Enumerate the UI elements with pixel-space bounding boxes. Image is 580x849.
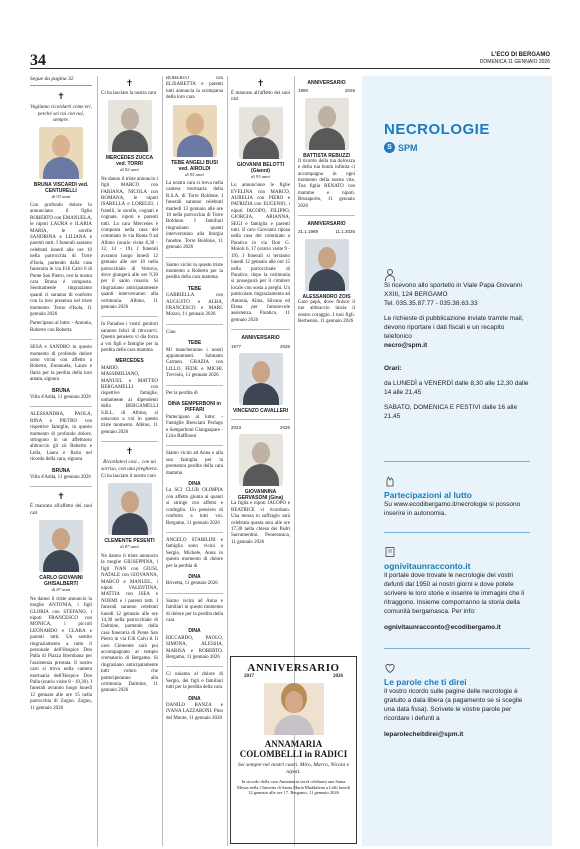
- obituary-text: Il ricordo della tua dolcezza e della tua bontà infinita ci accompagna in ogni momento della nostra vita. Tua figlia RENATO con mamme e nipoti. Brusaporto, 11 gennaio 2026: [298, 158, 355, 209]
- divider: [166, 385, 223, 386]
- condolence-text: Ci uniamo al dolore di Sergio, dei figli e familiari tutti per la perdita della cara: [166, 672, 223, 691]
- deceased-age: di 93 anni: [251, 173, 270, 179]
- condolence-text: Per la perdita di: [166, 390, 198, 396]
- deceased-name: MERCEDES ZUCCA ved. TORRI: [105, 155, 154, 168]
- obituary-intro: Ci ha lasciato il nostro caro: [101, 474, 156, 480]
- portrait-photo: [305, 239, 349, 291]
- hours-weekend: SABATO, DOMENICA E FESTIVI dalle 16 alle 21,45: [384, 404, 518, 420]
- condolence-text: ALESSANDRA, PAOLA, RINA e PIETRO con rispettive famiglie, in questo momento di profondo dolore, stringono in un affettuoso abbraccio gli zii Roberto e Lella, Laura e Ilaria nel ricordo della cara, signora: [30, 412, 92, 463]
- divider: [384, 461, 530, 462]
- page-header: [0, 0, 580, 72]
- divider: [30, 339, 92, 340]
- book-icon: [384, 545, 396, 557]
- contact-email[interactable]: necro@spm.it: [384, 342, 428, 349]
- condolence-text: RICCARDO, PAOLO, SIMONA, ALESSIA, MARISA e ROBERTO. Bergamo, 11 gennaio 2026: [166, 635, 223, 660]
- obituary-intro: Ci ha lasciato la nostra cara: [101, 91, 157, 96]
- section-email[interactable]: leparolecheitdirei@spm.it: [384, 731, 464, 738]
- anniversary-dates: [236, 674, 351, 679]
- header-rule: [30, 68, 550, 69]
- spm-logo-icon: S: [384, 142, 395, 153]
- obituary-text: Ne danno il triste annuncio la moglie GIUSEPPINA, i figli IVAN con GIUSI, NATALE con GIOVANNA, MARCO e MANUEL, i nipoti VALENTINA, MATTIA con ISEA e NOEMI e i parenti tutti. I funerali saranno celebrati lunedì 12 gennaio alle ore 14,30 nella parrocchiale di Dalmine, partendo dalla casa funeraria di Ponte San Pietro in via F.lli Calvi 8. Il caro Clemente sarà poi accompagnato al tempio crematorio di Bergamo. Si ringraziano anticipatamente tutti coloro che parteciperanno alla cerimonia. Dalmine, 11 gennaio 2026: [101, 553, 158, 694]
- deceased-age: di 92 anni: [120, 167, 139, 173]
- deceased-name: CARLO GIOVANNI GHISALBERTI: [39, 575, 83, 588]
- section-title[interactable]: ognivitaunracconto.it: [384, 561, 471, 571]
- divider: [166, 532, 223, 533]
- anniversary-dates: [298, 88, 355, 94]
- divider: [166, 666, 223, 667]
- divider: [101, 316, 158, 317]
- condolence-text: Ciao: [166, 329, 176, 335]
- deceased-name: BATTISTA REBUZZI: [303, 152, 350, 159]
- obituary-text: La figlia e nipoti JACOPO e BEATRICE vi ricordano. Una messa in suffragio sarà celebrata questa sera alle ore 17,30 nella chiesa dei Padri Sacramentini. Ponteranica, 11 gennaio 2026: [231, 501, 290, 545]
- hours-label: Orari:: [384, 365, 402, 372]
- year-start: 21.1.1989: [298, 229, 319, 235]
- year-start: 2017: [244, 674, 254, 679]
- condolence-text: La SCI CLUB OLIMPIA con affetto giunta ai quanti si stringe con affetto e cordoglio. Un pensiero di conforto a tutti voi. Bergamo, 11 gennaio 2026: [166, 488, 223, 526]
- condolence-name: MERCEDES: [115, 358, 144, 365]
- deceased-age: di 93 anni: [51, 193, 71, 199]
- condolence-text: GABRIELLA con AUGUSTO e ALBA, FRANCESCO e MARI. Mozzo, 11 gennaio 2026: [166, 293, 223, 318]
- obituary-intro: ROBERTO con ELISABETTA e parenti tutti annuncia la scomparsa della loro cara: [166, 76, 223, 101]
- condolence-text: DANILO BANZA e IVANA LAZZARONI. Pino del Monte, 11 gennaio 2026: [166, 703, 223, 721]
- deceased-name: ANNAMARIA COLOMBELLI in RADICI: [239, 739, 348, 759]
- portrait-photo: [239, 107, 283, 159]
- opening-hours: [384, 364, 530, 421]
- condolence-place: Villa d'Adda, 11 gennaio 2026: [30, 395, 91, 400]
- deceased-name: GIOVANNINA GERVASONI (Gina): [237, 489, 284, 502]
- portrait-photo: [39, 520, 83, 572]
- condolence-text: Siamo vicini ad Anna e alla sua famiglia per la prematura perdita della cara mamma: [166, 451, 223, 476]
- deceased-name: CLEMENTE PESENTI: [104, 538, 155, 545]
- obituary-text: Ne danno il triste annuncio la moglie ANTONIA, i figli GLORIA con STEFANO, i nipoti FRANCESCO con MONICA, i piccoli LEONARDO e CLARA e parenti tutti. Un sentito ringraziamento a tutto il personale dell'Hospice Don Palla di Piazza Brembana per l'assistenza prestata. Il nostro caro si trova nella camera mortuaria dell'Hospice Don Palla (orario visite 8 - 19,30). I funerali avranno luogo lunedì 12 gennaio alle ore 15 nella parrocchia di Zogno. Zogno, 11 gennaio 2026: [30, 596, 92, 711]
- anniversary-tag: ANNIVERSARIO: [307, 221, 346, 228]
- section-title: Le parole che ti direi: [384, 677, 467, 687]
- divider: [298, 215, 355, 216]
- divider: [101, 441, 158, 442]
- deceased-name: ALESSANDRO ZOIS: [302, 293, 351, 300]
- obituary-text: Con profondo dolore lo annunciano il figlio ROBERTO con EMANUELA, le nipoti LAURA e ILARIA MARIA, le sorelle SANDRINA e LILIANA e parenti tutti. I funerali saranno celebrati lunedì alle ore 10 nella parrocchia di Torre d'Isola, partendo dalla casa funeraria in via F.lli Calvi 6 di Ponte San Pietro, ove la nostra cara Bruna è composta. Sentitamente ringraziamo quanti ci saranno di conforto con la loro presenza nel triste momento. Terno d'Isola, 11 gennaio 2026: [30, 203, 92, 317]
- obituary-text: La nostra cara si trova nella camera mortuaria della R.S.A. di Torre Boldone. I funerali saranno celebrati martedì 13 gennaio alle ore 10 nella parrocchia di Torre Boldone. I familiari ringraziano quanti interverranno alla liturgia funebre. Torre Boldone, 11 gennaio 2026: [166, 181, 223, 251]
- section-text: Il vostro ricordo sulle pagine delle necrologie è gratuito a data libera (a pagamento se si sceglie una data fissa). Scrivete le vostre parole per ricordare i defunti a: [384, 688, 523, 722]
- anniversary-quote: Sei sempre nei nostri cuori. Miro, Marco, Nicola e nipoti.: [237, 762, 350, 775]
- cross-icon: ✝: [256, 79, 265, 89]
- deceased-name: TEBE ANGELI BUSI ved. AIROLDI: [171, 159, 218, 172]
- contact-phone: Tel. 035.35.87.77 - 035.38.63.33: [384, 300, 478, 307]
- deceased-age: di 87 anni: [120, 544, 139, 550]
- spm-logo: [384, 142, 530, 153]
- obituary-text: Ne danno il triste annuncio i figli MARCO con FABIANA, NICOLA con ROMANA, le nipoti ISABELLA e LORELEI, i fratelli, le sorelle, cognati e cognate, nipoti e parenti tutti. La cara Mercedes è composta nella casa del commiato in via Roma 9 ad Albino (orario visite 8,30 - 12, 14 - 19). I funerali avranno luogo lunedì 12 gennaio alle ore 10 nella parrocchiale di Vertova, dove giungerà alle ore 9,30 per il santo rosario. Si ringraziano anticipatamente quanti interverranno alla cerimonia. Albino, 11 gennaio 2026: [101, 176, 158, 310]
- participants-list: Partecipano al lutto: - Antonia, Roberto con Roberta: [30, 321, 92, 333]
- obituary-text: Lo annunciano le figlie EVELINA con MARCO, AURELIA con PIERO e PATRIZIA con EUGENIO, i nipoti JACOPO, FILIPPO, GIORGIA, ARIANNA, SEGI e famiglia e parenti tutti. Il caro Giovanni riposa nella casa del commiato a Paratico in via Don G. Moioli 6, 17 (orario visite 9 - 19). I funerali si terranno lunedì 12 gennaio alle ore 15 nella parrocchiale di Paratico, dopo la cerimonia si proseguirà per il cimitero locale con sosta a preghi. Un particolare ringraziamento ad Antonia, Alina, Silvana ed Elena per l'amorevole assistenza. Paratico, 11 gennaio 2026: [231, 183, 290, 323]
- issue-date: DOMENICA 11 GENNAIO 2026: [479, 59, 550, 65]
- portrait-photo: [173, 105, 217, 157]
- anniversary-dates: [298, 229, 355, 235]
- contact-address: Si ricevono allo sportello in Viale Papa Giovanni XXIII, 124 BERGAMO: [384, 282, 522, 298]
- condolence-text: Siamo vicini ad Anna e familiari in questo momento di dolore per la perdita della cara: [166, 598, 223, 623]
- divider: [166, 445, 223, 446]
- condolence-name: DINA: [188, 695, 201, 702]
- anniversary-dates: [231, 344, 290, 350]
- divider: [384, 648, 530, 649]
- obituary-quote: Ricordatevi così... con un sorriso, con una preghiera.: [101, 459, 158, 472]
- condolence-place: Villa d'Adda, 11 gennaio 2026: [30, 475, 91, 481]
- condolence-text: ANGELO STABILINI e famiglia sono vicini a Sergio, Michele, Anna in questo momento di dolore per la perdita di: [166, 537, 223, 569]
- cross-icon: ✝: [125, 447, 134, 458]
- year-end: 2026: [333, 674, 343, 679]
- divider: [166, 257, 223, 258]
- deceased-name: GIOVANNI BELOTTI (Gianni): [236, 161, 285, 174]
- panel-title: NECROLOGIE: [384, 121, 490, 138]
- divider: [30, 406, 92, 407]
- year-end: 2026: [344, 88, 355, 94]
- anniversary-text: In ricordo della cara Annamaria verrà celebrata una Santa Messa nella Chiesetta di Santa Maria Maddalena a Lelli lunedì 12 gennaio alle ore 17. Bergamo, 11 gennaio 2026: [236, 779, 351, 796]
- condolence-text: SESA e SANDRO in questo momento di profondo dolore sono vicini con affetto a Roberto, Emanuela, Laura e Ilaria per la perdita della loro amata, signora: [30, 345, 92, 383]
- heart-icon: [384, 661, 396, 673]
- section-text: Il portale dove trovate le necrologie dei vostri defunti dal 1950 ai nostri giorni e dove potete scrivere le loro storie e inserire le immagini che li ritraggono. Insieme comporranno la storia della comunità bergamasca. Per info:: [384, 572, 525, 615]
- year-start: 1977: [231, 343, 242, 349]
- obituary-column-1: [30, 76, 95, 846]
- obituary-quote: Vogliamo ricordarti come eri, perché sei rai con noi, sempre.: [30, 104, 92, 124]
- portrait-photo: [108, 100, 152, 152]
- person-icon: [384, 269, 396, 281]
- obituary-column-2: [97, 76, 161, 846]
- divider: [231, 419, 290, 420]
- condolence-name: BRUNA: [51, 467, 71, 474]
- page-number: 34: [30, 52, 46, 69]
- divider: [166, 324, 223, 325]
- hours-weekdays: da LUNEDÌ a VENERDÌ dalle 8,30 alle 12,30 dalle 14 alle 21,45: [384, 380, 529, 396]
- obituary-column-3: [162, 76, 226, 846]
- divider: [166, 593, 223, 594]
- condolence-text: In Paradiso i vostri genitori saranno felici di ritrovarvi. Questo pensiero vi dia forza a voi figli e famiglie per la perdita della cara mamma: [101, 322, 158, 353]
- portrait-photo: [39, 127, 83, 179]
- paper-name: L'ECO DI BERGAMO: [491, 52, 550, 58]
- condolence-name: DINA: [188, 628, 201, 635]
- anniversary-tag: ANNIVERSARIO: [307, 80, 346, 86]
- deceased-age: di 95 anni: [185, 171, 204, 177]
- year-start: 1990: [298, 88, 309, 94]
- deceased-name: BRUNA VISCARDI ved. CENTURELLI: [33, 181, 89, 194]
- continued-note: Segue da pagina 32: [30, 76, 92, 86]
- cross-icon: ✝: [57, 492, 65, 503]
- divider: [231, 329, 290, 330]
- portrait-photo: [239, 434, 283, 486]
- anniversary-tag: ANNIVERSARIO: [241, 335, 280, 342]
- portrait-photo: [239, 353, 283, 405]
- obituary-text: Caro papà, dove finisce il tuo abbraccio inizia il nostro coraggio. I tuoi figli. Berbenno, 11 gennaio 2026: [298, 299, 355, 325]
- deceased-name: VINCENZO CAVALLERI: [232, 407, 289, 414]
- participants-list: Partecipano al lutto: - Famiglie Bresciani Perlago e Semperboni Giangaspare - Lirio Raffinoni: [166, 414, 223, 440]
- deceased-age: di 87 anni: [51, 587, 71, 593]
- section-email[interactable]: ognivitaunracconto@ecodibergamo.it: [384, 624, 501, 631]
- cross-icon: ✝: [125, 79, 134, 89]
- condolence-name: DINA: [188, 573, 201, 580]
- condolence-text: Siamo vicini in questo triste momento a Roberto per la perdita della cara mamma: [166, 262, 223, 281]
- anniversary-box: [230, 656, 357, 844]
- divider: [384, 532, 530, 533]
- contact-note: Le richieste di pubblicazione inviate tramite mail, devono riportare i dati fiscali e un recapito telefonico: [384, 315, 524, 340]
- year-end: 2026: [279, 343, 290, 349]
- hand-icon: [384, 474, 396, 486]
- section-title: Partecipazioni al lutto: [384, 490, 472, 500]
- necrologie-info-panel: [362, 76, 552, 846]
- section-text: Su www.ecodibergamo.it/necrologie si possono inserire in autonomia.: [384, 501, 521, 517]
- portrait-photo: [108, 483, 152, 535]
- condolence-name: DINA SEMPERBONI in PIFFARI: [168, 401, 221, 414]
- portrait-photo: [264, 683, 324, 735]
- condolence-text: MARIO, MASSIMILIANO, MANUEL e MATTEO BERGAMELLI con rispettive famiglie, unitamente ai dipendenti della BERGAMELLI S.R.L. di Albino, si uniscono a voi in questo triste momento. Albino, 11 gennaio 2026: [101, 365, 158, 435]
- cross-icon: ✝: [57, 92, 65, 103]
- spm-brand: SPM: [398, 142, 418, 153]
- obituary-intro: È mancato all'affetto dei suoi cari: [30, 504, 92, 516]
- year-end: 2026: [279, 424, 290, 430]
- condolence-name: TEBE: [187, 340, 202, 347]
- divider: [30, 486, 92, 487]
- obituary-intro: È mancato all'affetto dei suoi cari: [231, 91, 290, 103]
- year-start: 2023: [231, 424, 242, 430]
- portrait-photo: [305, 98, 349, 150]
- condolence-name: BRUNA: [51, 387, 71, 394]
- condolence-name: TEBE: [187, 285, 202, 292]
- condolence-text: Mi mancheranno i nostri appuntamenti. Salutami Carmen. GRAZIA con LILLO, FEDE e MICHI. Treviolo, 11 gennaio 2026: [166, 347, 223, 379]
- anniversary-title: ANNIVERSARIO: [247, 662, 340, 674]
- contact-info: [384, 281, 530, 350]
- masthead: [480, 52, 550, 66]
- condolence-name: DINA: [188, 481, 201, 488]
- condolence-place: Brivetta, 11 gennaio 2026: [166, 581, 218, 587]
- anniversary-dates: [231, 425, 290, 431]
- year-end: 11.1.2026: [335, 229, 355, 235]
